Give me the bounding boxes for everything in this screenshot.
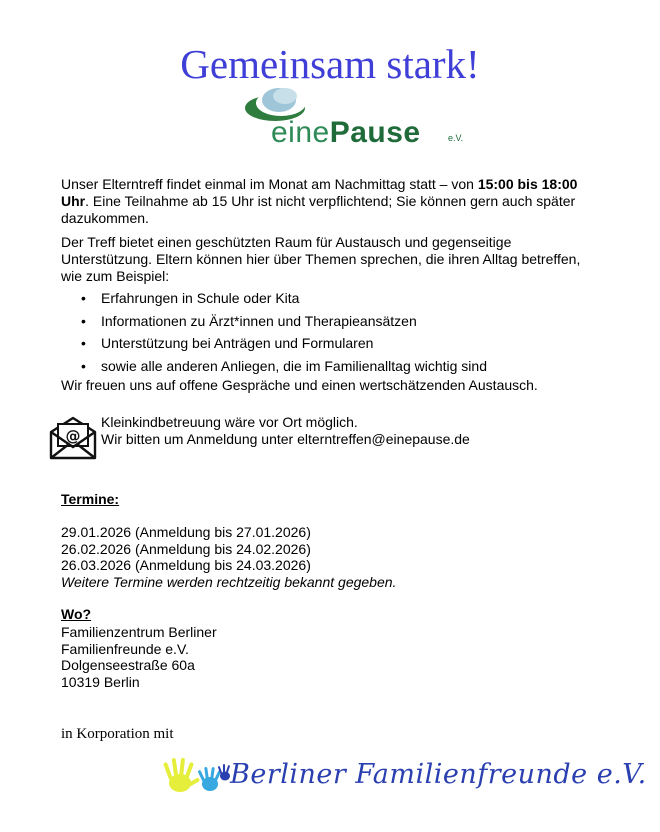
hands-icon	[162, 756, 232, 800]
address-line: 10319 Berlin	[61, 673, 140, 690]
termine-heading: Termine:	[61, 491, 120, 507]
bullet-icon: •	[81, 290, 86, 306]
address-line: Familienzentrum Berliner	[61, 624, 217, 640]
partner-name: Berliner Familienfreunde e.V.	[230, 759, 647, 790]
description-paragraph: Der Treff bietet einen geschützten Raum für Austausch und gegenseitige Unterstützung. Eltern können hier über Themen sprechen, die ihren Alltag betreffen, wie zum Beispiel:	[61, 234, 581, 284]
wo-heading: Wo?	[61, 606, 92, 622]
intro-text-1: Unser Elterntreff findet einmal im Monat am Nachmittag statt – von	[61, 176, 478, 192]
registration-note: Wir bitten um Anmeldung unter elterntreffen@einepause.de	[101, 431, 470, 447]
logo-word-eine: eine	[271, 116, 330, 149]
list-item	[61, 332, 601, 355]
bullet-icon: •	[81, 312, 86, 329]
logo-word-pause: Pause	[329, 116, 421, 149]
address-block	[61, 624, 217, 690]
page-title: Gemeinsam stark!	[180, 41, 480, 87]
address-line: Dolgenseestraße 60a	[61, 657, 195, 673]
closing-paragraph: Wir freuen uns auf offene Gespräche und einen wertschätzenden Austausch.	[61, 377, 538, 393]
contact-info	[101, 414, 470, 448]
bullet-icon: •	[81, 357, 86, 374]
date-item: 26.03.2026 (Anmeldung bis 24.03.2026)	[61, 557, 311, 573]
list-item	[61, 310, 601, 333]
topics-list	[61, 287, 601, 377]
bullet-icon: •	[81, 335, 86, 351]
topic-text: sowie alle anderen Anliegen, die im Familienalltag wichtig sind	[101, 357, 487, 374]
intro-time: 15:00 bis 18:00 Uhr	[61, 176, 578, 209]
topic-text: Erfahrungen in Schule oder Kita	[101, 290, 300, 306]
dates-note: Weitere Termine werden rechtzeitig bekannt gegeben.	[61, 573, 397, 590]
topic-text: Unterstützung bei Anträgen und Formularen	[101, 335, 374, 351]
cooperation-label: in Korporation mit	[61, 726, 174, 742]
date-item: 29.01.2026 (Anmeldung bis 27.01.2026)	[61, 524, 311, 540]
address-line: Familienfreunde e.V.	[61, 640, 189, 657]
einepause-logo	[243, 86, 483, 152]
logo-suffix: e.V.	[448, 133, 464, 143]
envelope-email-icon	[48, 416, 98, 460]
topic-text: Informationen zu Ärzt*innen und Therapieansätzen	[101, 312, 417, 329]
partner-logo	[162, 756, 647, 802]
list-item	[61, 355, 601, 378]
intro-paragraph	[61, 176, 601, 227]
list-item	[61, 287, 601, 310]
childcare-note: Kleinkindbetreuung wäre vor Ort möglich.	[101, 414, 358, 430]
svg-text:@: @	[65, 427, 81, 445]
date-item: 26.02.2026 (Anmeldung bis 24.02.2026)	[61, 540, 311, 557]
intro-text-2: . Eine Teilnahme ab 15 Uhr ist nicht verpflichtend; Sie können gern auch später dazukommen.	[61, 193, 576, 226]
logo-wordmark	[271, 116, 421, 150]
dates-list	[61, 524, 396, 590]
